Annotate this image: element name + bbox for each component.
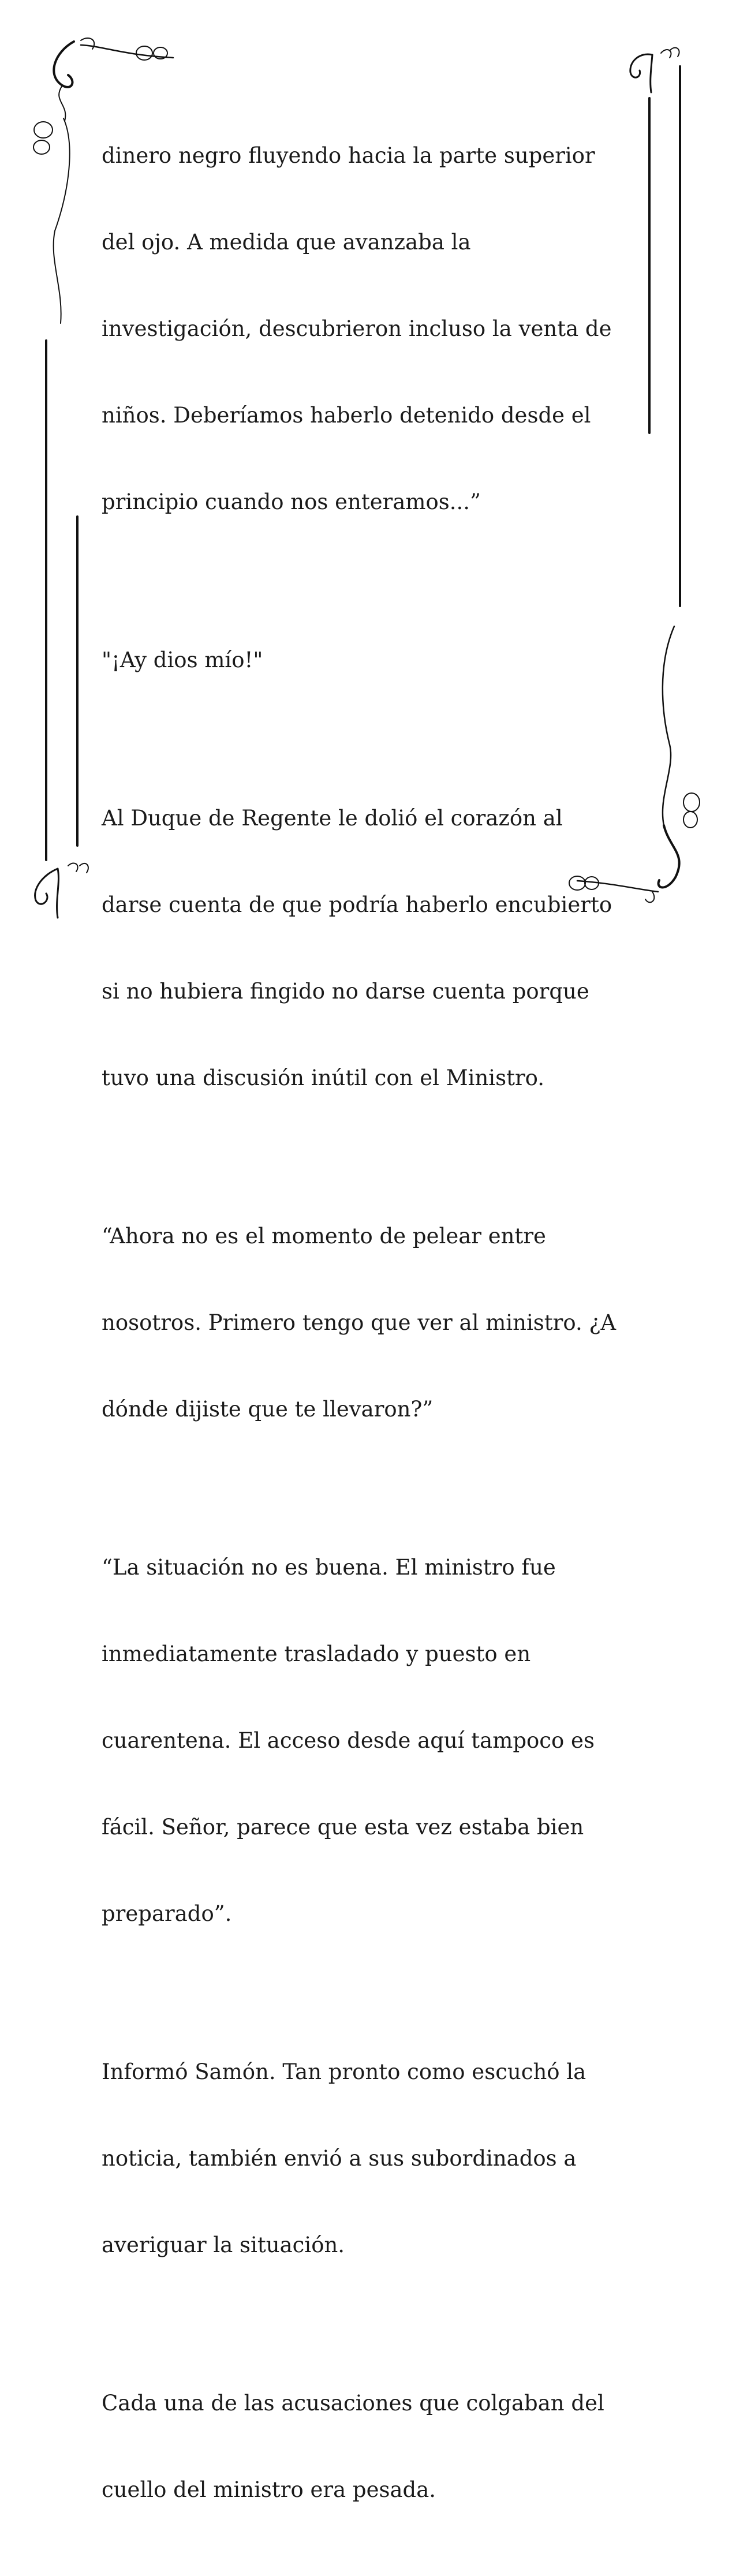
paragraph-1 [102,84,621,574]
top-right-flourish-icon [630,48,679,92]
paragraph-6 [102,2000,621,2317]
text-line: cuarentena. El acceso desde aquí tampoco es [102,1728,595,1753]
text-line: Al Duque de Regente le dolió el corazón al [102,806,563,831]
text-line: niños. Deberíamos haberlo detenido desde el [102,403,591,428]
text-line: si no hubiera fingido no darse cuenta porque [102,979,589,1004]
text-line: nosotros. Primero tengo que ver al ministro. ¿A [102,1310,617,1335]
paragraph-5 [102,1495,621,1986]
text-line: darse cuenta de que podría haberlo encubierto [102,892,612,917]
page-body-text [102,84,621,2576]
text-line: noticia, también envió a sus subordinados a [102,2146,577,2171]
text-line: dónde dijiste que te llevaron?” [102,1397,434,1422]
text-line: investigación, descubrieron incluso la venta de [102,316,612,341]
paragraph-3 [102,746,621,1150]
bottom-left-flourish-icon [35,863,88,918]
text-line: inmediatamente trasladado y puesto en [102,1642,531,1666]
text-line: del ojo. A medida que avanzaba la [102,230,471,255]
text-line: “La situación no es buena. El ministro fue [102,1555,556,1580]
paragraph-2 [102,588,621,732]
text-line: averiguar la situación. [102,2233,345,2257]
text-line: preparado”. [102,1901,232,1926]
paragraph-4 [102,1164,621,1482]
text-line: dinero negro fluyendo hacia la parte superior [102,143,595,168]
text-line: principio cuando nos enteramos...” [102,489,481,514]
text-line: "¡Ay dios mío!" [102,648,263,672]
text-line: “Ahora no es el momento de pelear entre [102,1224,546,1248]
text-line: tuvo una discusión inútil con el Ministro. [102,1065,545,1090]
paragraph-7 [102,2331,621,2562]
text-line: Informó Samón. Tan pronto como escuchó la [102,2059,586,2084]
text-line: fácil. Señor, parece que esta vez estaba bien [102,1815,584,1840]
text-line: cuello del ministro era pesada. [102,2477,436,2502]
text-line: Cada una de las acusaciones que colgaban del [102,2391,604,2416]
